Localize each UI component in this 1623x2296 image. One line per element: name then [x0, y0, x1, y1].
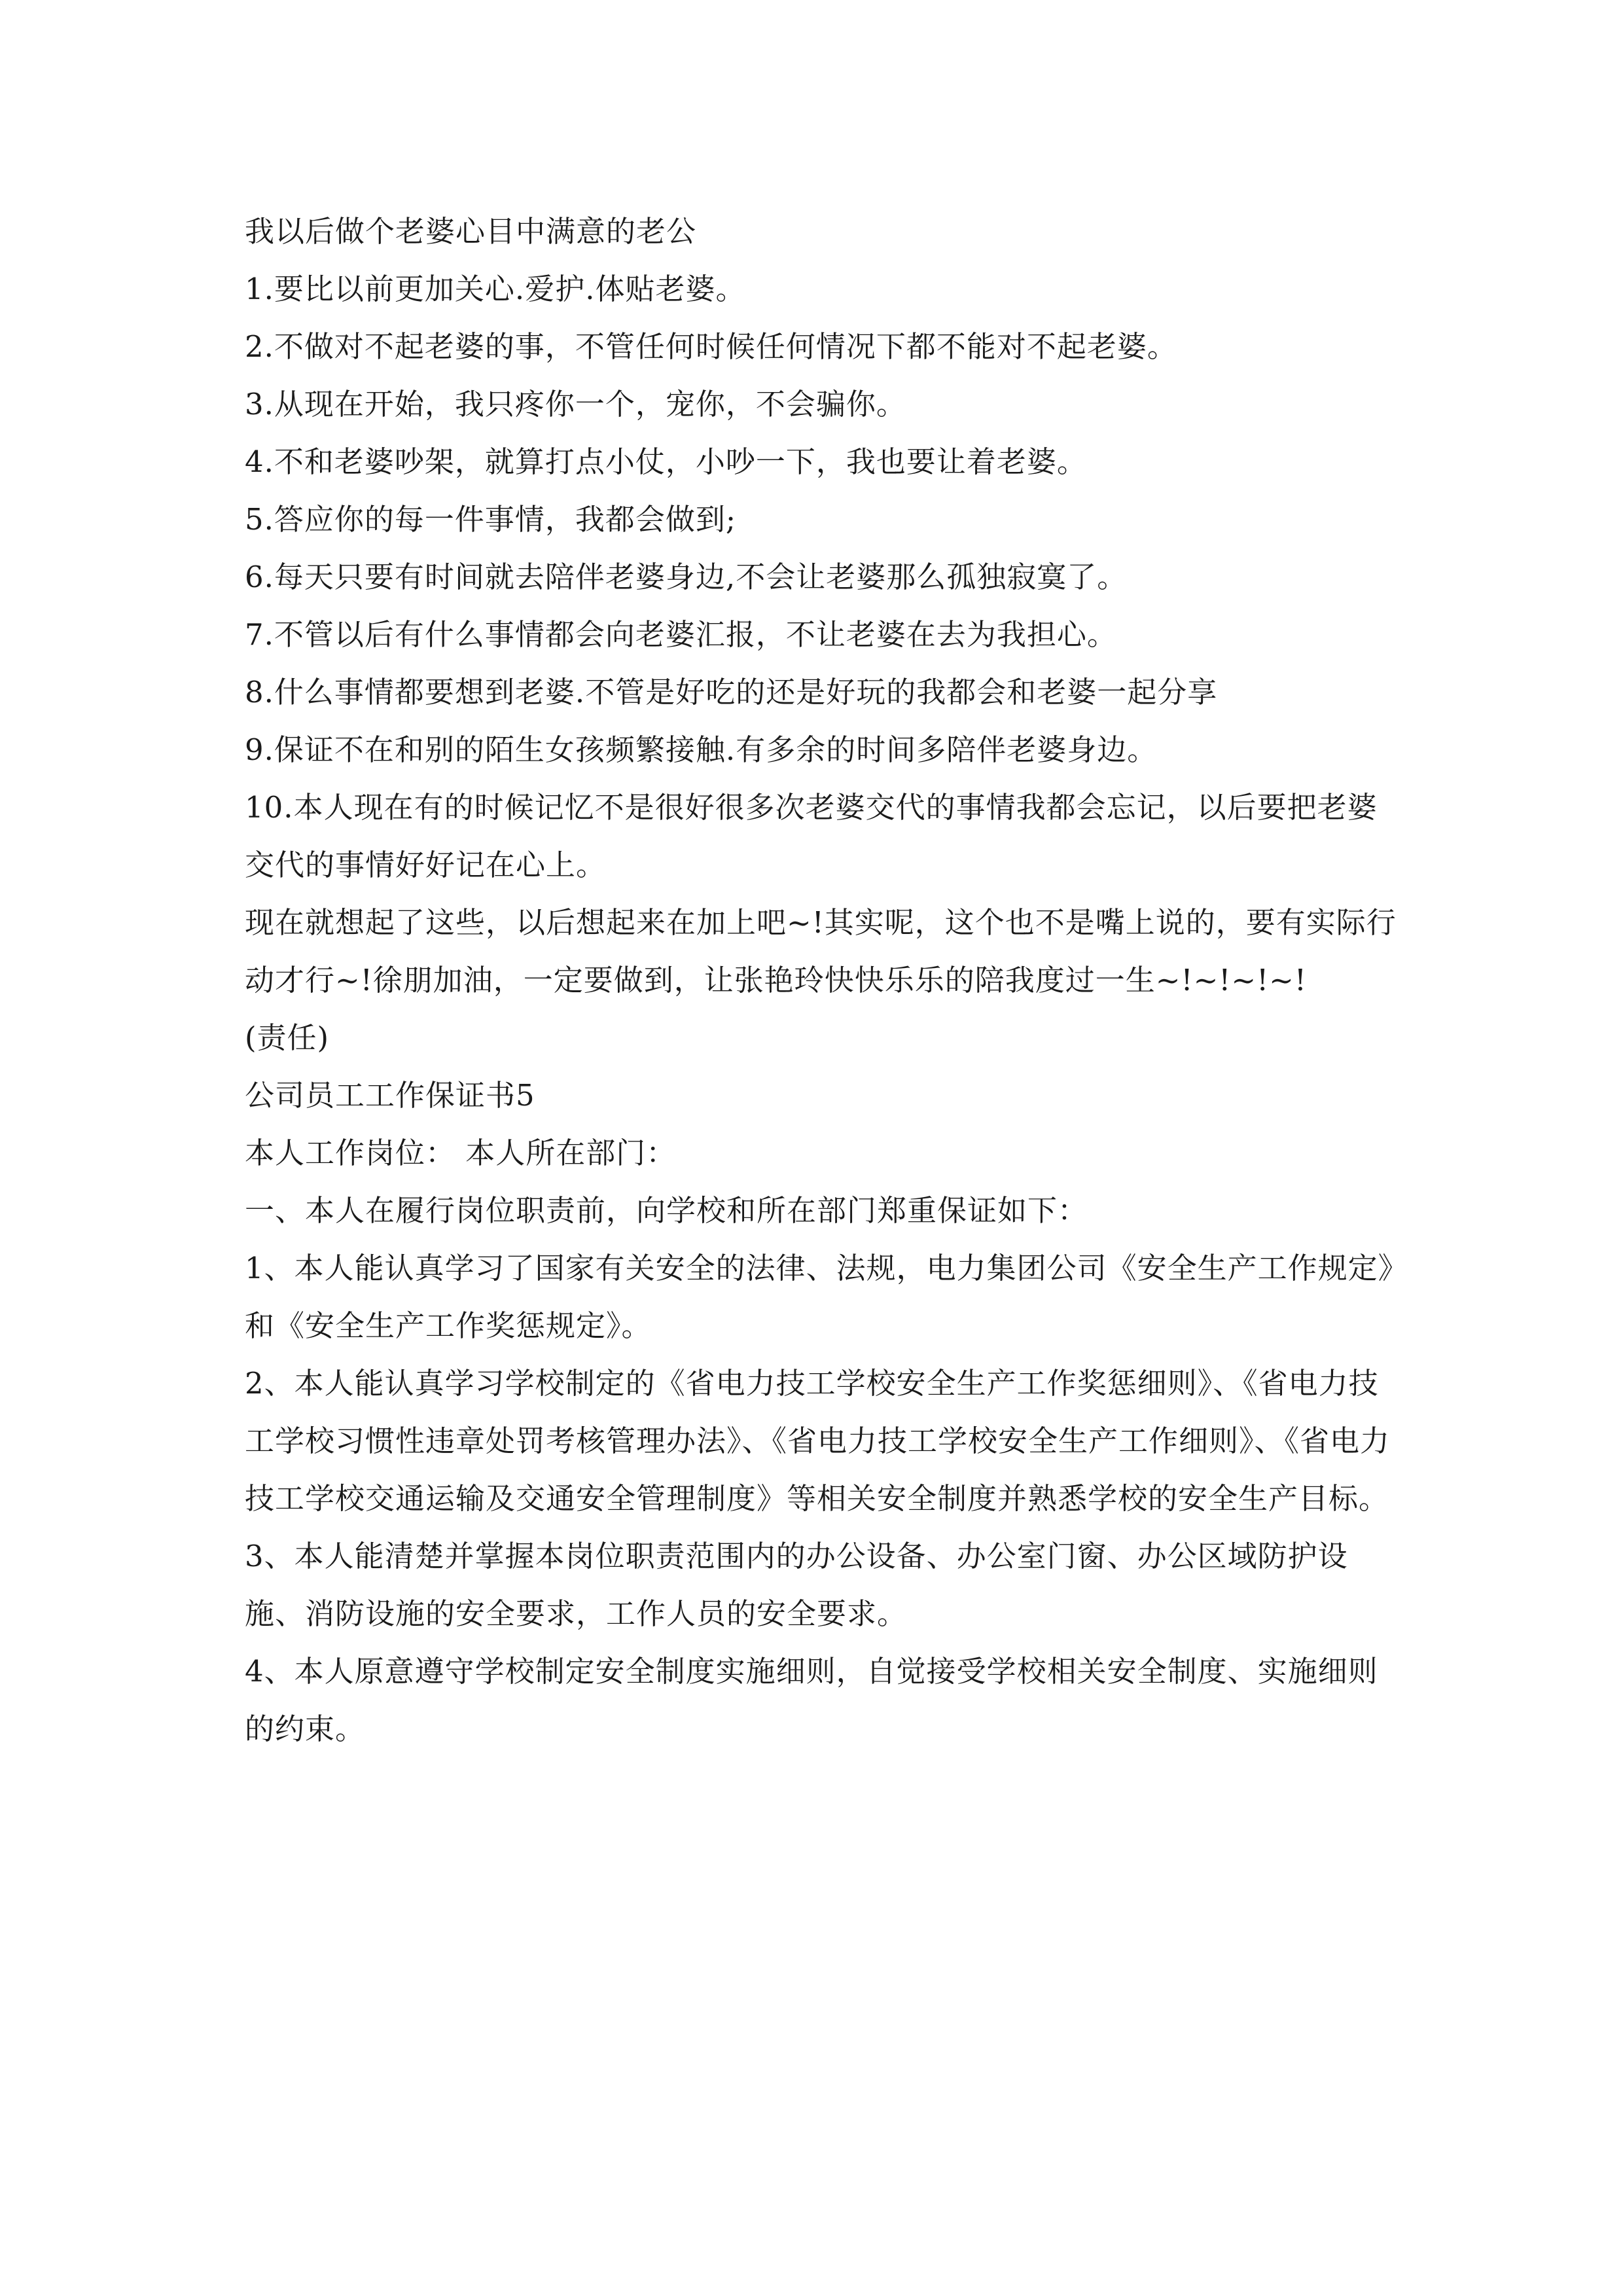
- pledge-item-8: 8.什么事情都要想到老婆.不管是好吃的还是好玩的我都会和老婆一起分享: [245, 675, 1218, 709]
- heading-pledge-title: 我以后做个老婆心目中满意的老公: [245, 214, 697, 249]
- closing-paragraph: 现在就想起了这些，以后想起来在加上吧~!其实呢，这个也不是嘴上说的，要有实际行动才行~!徐朋加油，一定要做到，让张艳玲快快乐乐的陪我度过一生~!~!~!~!: [245, 905, 1397, 997]
- pledge-item-6: 6.每天只要有时间就去陪伴老婆身边,不会让老婆那么孤独寂寞了。: [245, 560, 1128, 594]
- pledge-item-2: 2.不做对不起老婆的事，不管任何时候任何情况下都不能对不起老婆。: [245, 329, 1177, 364]
- guarantee-item-3: 3、本人能清楚并掌握本岗位职责范围内的办公设备、办公室门窗、办公区域防护设施、消防设施的安全要求，工作人员的安全要求。: [245, 1539, 1348, 1631]
- pledge-item-5: 5.答应你的每一件事情，我都会做到;: [245, 502, 737, 537]
- guarantee-intro: 一、本人在履行岗位职责前，向学校和所在部门郑重保证如下：: [245, 1193, 1088, 1228]
- section-title-employee-guarantee: 公司员工工作保证书5: [245, 1078, 535, 1113]
- pledge-item-1: 1.要比以前更加关心.爱护.体贴老婆。: [245, 272, 746, 306]
- pledge-item-9: 9.保证不在和别的陌生女孩频繁接触.有多余的时间多陪伴老婆身边。: [245, 732, 1158, 767]
- section-label-responsibility: (责任): [245, 1020, 330, 1055]
- pledge-item-7: 7.不管以后有什么事情都会向老婆汇报，不让老婆在去为我担心。: [245, 617, 1117, 652]
- document-body: [245, 203, 1397, 1758]
- pledge-item-10: 10.本人现在有的时候记忆不是很好很多次老婆交代的事情我都会忘记，以后要把老婆交代的事情好好记在心上。: [245, 790, 1378, 882]
- guarantee-item-2: 2、本人能认真学习学校制定的《省电力技工学校安全生产工作奖惩细则》、《省电力技工学校习惯性违章处罚考核管理办法》、《省电力技工学校安全生产工作细则》、《省电力技工学校交通运输及交通安全管理制度》等相关安全制度并熟悉学校的安全生产目标。: [245, 1366, 1391, 1516]
- guarantee-item-1: 1、本人能认真学习了国家有关安全的法律、法规，电力集团公司《安全生产工作规定》和《安全生产工作奖惩规定》。: [245, 1251, 1394, 1343]
- pledge-item-3: 3.从现在开始，我只疼你一个，宠你，不会骗你。: [245, 387, 906, 422]
- guarantee-item-4: 4、本人原意遵守学校制定安全制度实施细则，自觉接受学校相关安全制度、实施细则的约束。: [245, 1654, 1378, 1746]
- position-department-line: 本人工作岗位： 本人所在部门：: [245, 1136, 677, 1170]
- pledge-item-4: 4.不和老婆吵架，就算打点小仗，小吵一下，我也要让着老婆。: [245, 444, 1087, 479]
